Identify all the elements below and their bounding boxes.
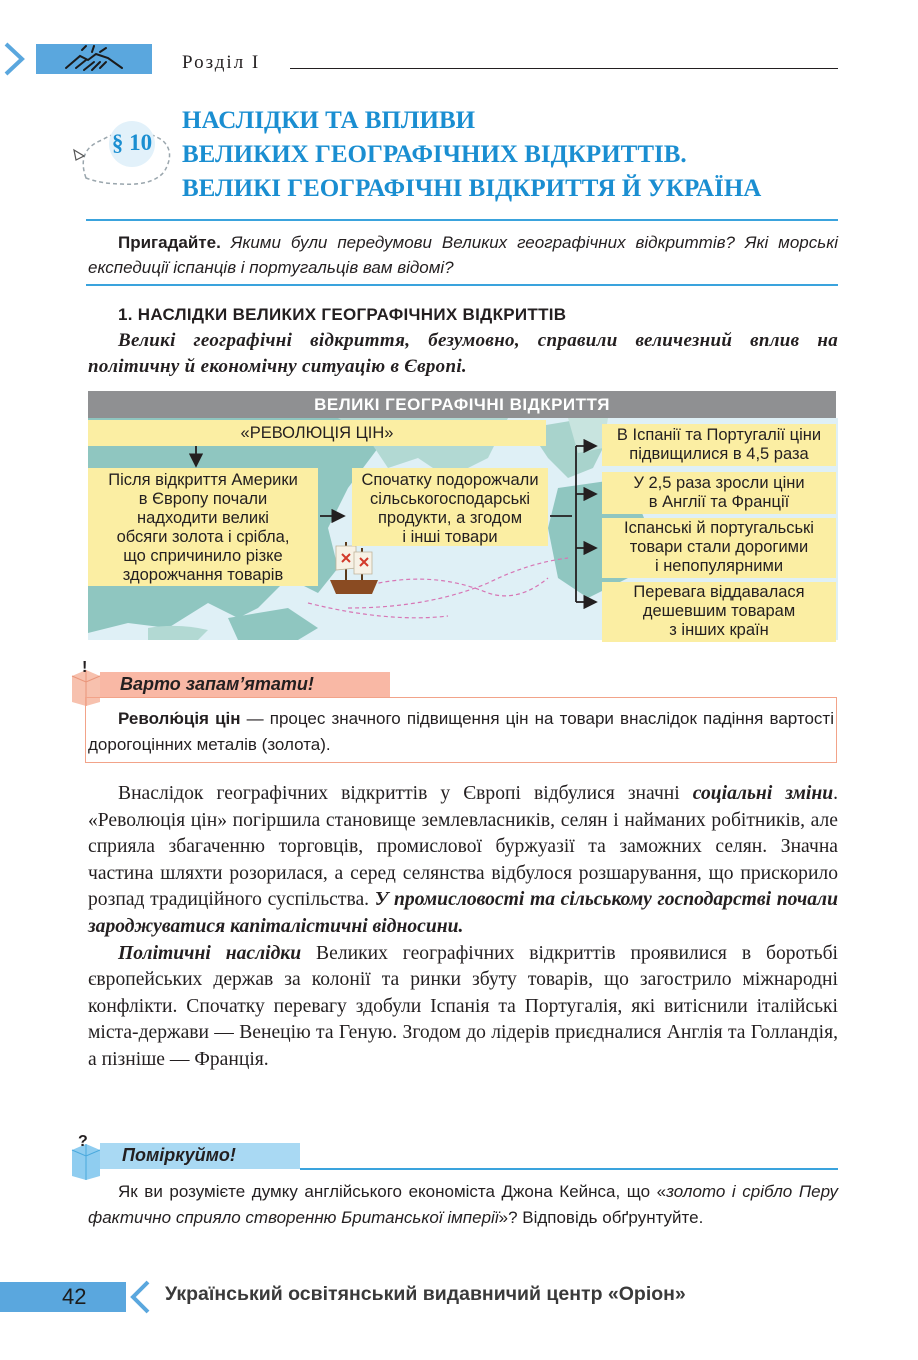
think-rule: [300, 1168, 838, 1170]
header-band: [36, 44, 152, 74]
result-line: дешевшим товарам: [642, 602, 796, 620]
think-heading: Поміркуймо!: [122, 1145, 236, 1165]
recall-bottom-rule: [86, 284, 838, 286]
section-heading: 1. НАСЛІДКИ ВЕЛИКИХ ГЕОГРАФІЧНИХ ВІДКРИТТІВ: [118, 305, 567, 324]
result-line: підвищилися в 4,5 раза: [629, 445, 809, 463]
result-line: У 2,5 раза зросли ціни: [633, 474, 805, 492]
title-line: ВЕЛИКИХ ГЕОГРАФІЧНИХ ВІДКРИТТІВ.: [182, 141, 687, 168]
emphasis-run: У промисловості та сільському господарстві почали зароджуватися капіталістичні відносини.: [88, 889, 838, 937]
cause-line: надходити великі: [137, 509, 269, 527]
title-line: ВЕЛИКІ ГЕОГРАФІЧНІ ВІДКРИТТЯ Й УКРАЇНА: [182, 175, 762, 202]
cause-line: в Європу почали: [138, 490, 268, 508]
body-paragraph: [88, 781, 838, 941]
question-cube-icon: [68, 1132, 102, 1180]
recall-block: [88, 230, 838, 280]
think-question: [88, 1179, 838, 1231]
remember-heading: Варто запам’ятати!: [120, 674, 314, 694]
remember-heading-band: [100, 672, 390, 698]
result-line: з інших країн: [669, 621, 769, 639]
section-label: Розділ I: [182, 52, 261, 73]
diagram-arrows: [88, 418, 838, 642]
recall-question: Якими були передумови Великих географічних відкриттів? Які морські експедиції іспанців і португальців вам відомі?: [88, 233, 838, 277]
middle-line: і інші товари: [402, 528, 498, 546]
result-line: товари стали дорогими: [629, 538, 809, 556]
section-lead: Великі географічні відкриття, безумовно, справили величезний вплив на політичну й економічну ситуацію в Європі.: [88, 330, 838, 377]
svg-text:?: ?: [78, 1133, 88, 1150]
think-heading-band: [100, 1143, 300, 1169]
cause-line: Після відкриття Америки: [108, 471, 298, 489]
text-run: Великих географічних відкриттів проявилися в боротьбі європейських держав за колонії та ринки збуту товарів, що загострило міжнародні конфлікти. Спочатку перевагу здобули Іспанія та Португалія, які витіснили італійські міста-держави — Венецію та Геную. Згодом до лідерів приєдналися Англія та Голландія, а пізніше — Франція.: [88, 942, 838, 1070]
price-revolution-box: «РЕВОЛЮЦІЯ ЦІН»: [88, 420, 546, 446]
header-arrow-icon: [0, 42, 28, 76]
emphasis-run: Політичні наслідки: [118, 942, 302, 964]
quote-run: золото і срібло Перу фактично сприяло створенню Британської імперії: [88, 1182, 838, 1227]
chevron-left-icon: [128, 1280, 152, 1314]
result-line: і непопулярними: [654, 557, 784, 575]
middle-line: продукти, а згодом: [377, 509, 523, 527]
header-rule: [290, 68, 838, 69]
middle-line: сільськогосподарські: [369, 490, 531, 508]
text-run: »? Відповідь обґрунтуйте.: [498, 1208, 704, 1227]
cause-line: що спричинило різке: [123, 547, 283, 565]
svg-text:!: !: [82, 659, 88, 676]
middle-line: Спочатку подорожчали: [361, 471, 539, 489]
body-text: [88, 781, 838, 1074]
cause-line: здорожчання товарів: [122, 566, 284, 584]
result-line: В Іспанії та Португалії ціни: [616, 426, 822, 444]
recall-top-rule: [86, 219, 838, 221]
title-line: НАСЛІДКИ ТА ВПЛИВИ: [182, 107, 476, 134]
text-run: Як ви розумієте думку англійського економіста Джона Кейнса, що «: [118, 1182, 667, 1201]
body-paragraph: [88, 941, 838, 1074]
page-number: 42: [62, 1284, 87, 1309]
result-line: в Англії та Франції: [648, 493, 790, 511]
text-run: Внаслідок географічних відкриттів у Європі відбулися значні: [118, 783, 693, 804]
cause-line: обсяги золота і срібла,: [116, 528, 290, 546]
recall-label: Пригадайте.: [118, 233, 221, 252]
result-line: Перевага віддавалася: [633, 583, 805, 601]
page-title: [182, 104, 862, 206]
remember-definition-text: — процес значного підвищення цін на товари внаслідок падіння вартості дорогоцінних металів (золота).: [88, 709, 834, 754]
diagram-title: ВЕЛИКІ ГЕОГРАФІЧНІ ВІДКРИТТЯ: [88, 391, 836, 418]
emphasis-run: соціальні зміни: [692, 783, 834, 804]
remember-definition: [88, 706, 834, 758]
text-run: . «Революція цін» погіршила становище землевласників, селян і найманих робітників, але сприяла збагаченню торговців, промислової буржуазії та заможних селян. Значна частина шляхти розорилася, а серед селянства відбулося розшарування, що прискорило розпад традиційного суспільства.: [88, 783, 838, 911]
remember-term: Револю́ція цін: [118, 709, 241, 728]
handshake-icon: [36, 44, 152, 74]
result-line: Іспанські й португальські: [624, 519, 814, 537]
publisher-name: Український освітянський видавничий центр «Оріон»: [165, 1283, 686, 1305]
paragraph-number: § 10: [111, 130, 153, 155]
